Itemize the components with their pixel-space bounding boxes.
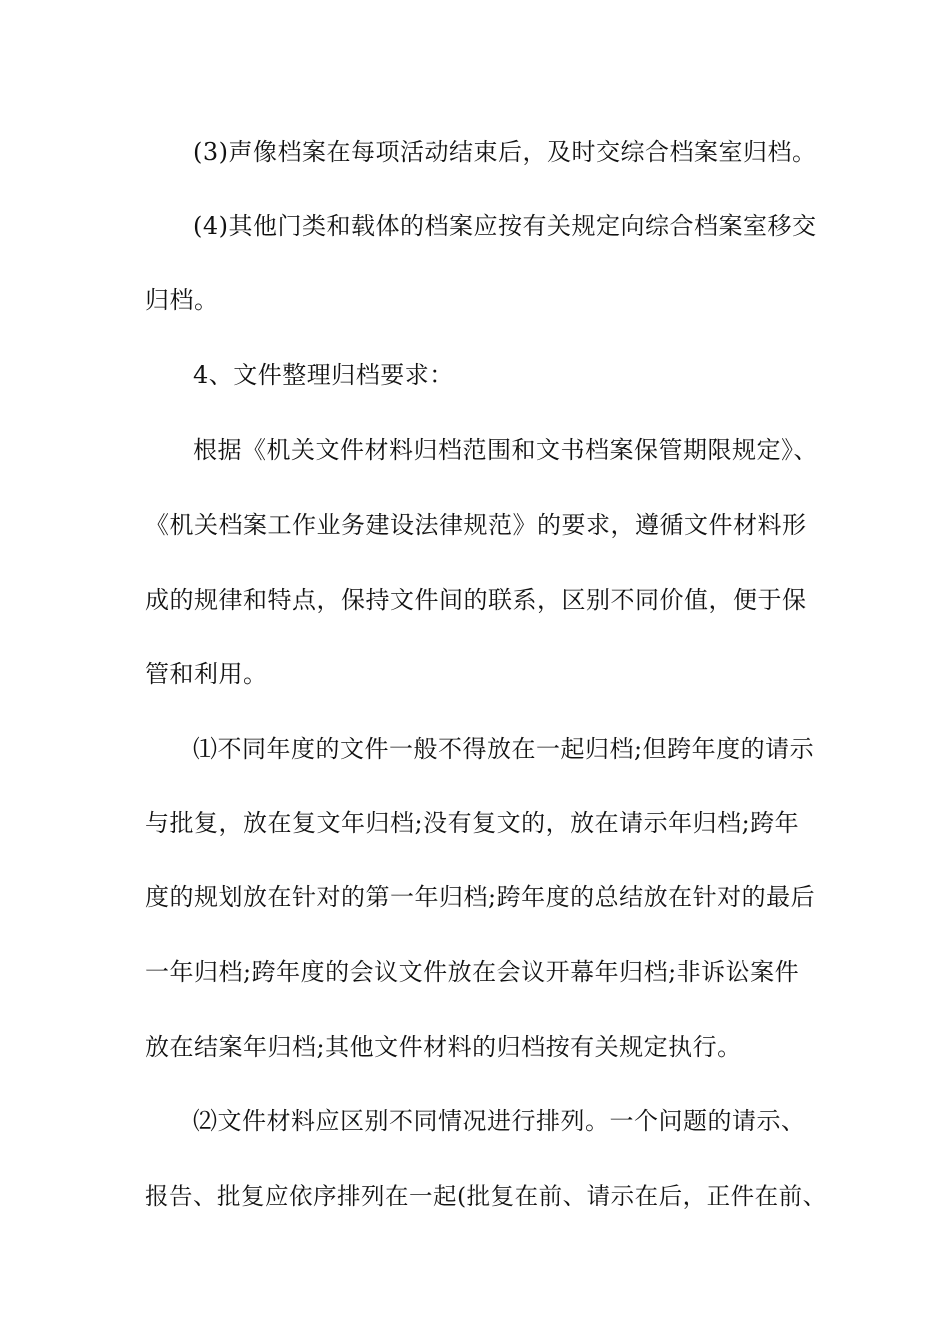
paragraph-line-1: (3)声像档案在每项活动结束后，及时交综合档案室归档。 — [193, 138, 817, 166]
section-heading: 4、文件整理归档要求： — [193, 361, 454, 389]
paragraph-line-15: 报告、批复应依序排列在一起(批复在前、请示在后，正件在前、 — [145, 1182, 827, 1210]
paragraph-line-11: 度的规划放在针对的第一年归档;跨年度的总结放在针对的最后 — [145, 883, 816, 911]
paragraph-line-3: 归档。 — [145, 286, 219, 314]
paragraph-line-9: ⑴不同年度的文件一般不得放在一起归档;但跨年度的请示 — [193, 735, 815, 763]
paragraph-line-14: ⑵文件材料应区别不同情况进行排列。一个问题的请示、 — [193, 1107, 806, 1135]
paragraph-line-12: 一年归档;跨年度的会议文件放在会议开幕年归档;非诉讼案件 — [145, 958, 800, 986]
paragraph-line-8: 管和利用。 — [145, 660, 268, 688]
paragraph-line-10: 与批复，放在复文年归档;没有复文的，放在请示年归档;跨年 — [145, 809, 800, 837]
paragraph-line-2: (4)其他门类和载体的档案应按有关规定向综合档案室移交 — [193, 212, 817, 240]
paragraph-line-7: 成的规律和特点，保持文件间的联系，区别不同价值，便于保 — [145, 586, 807, 614]
paragraph-line-6: 《机关档案工作业务建设法律规范》的要求，遵循文件材料形 — [145, 511, 807, 539]
paragraph-line-13: 放在结案年归档;其他文件材料的归档按有关规定执行。 — [145, 1033, 742, 1061]
paragraph-line-5: 根据《机关文件材料归档范围和文书档案保管期限规定》、 — [193, 436, 818, 464]
